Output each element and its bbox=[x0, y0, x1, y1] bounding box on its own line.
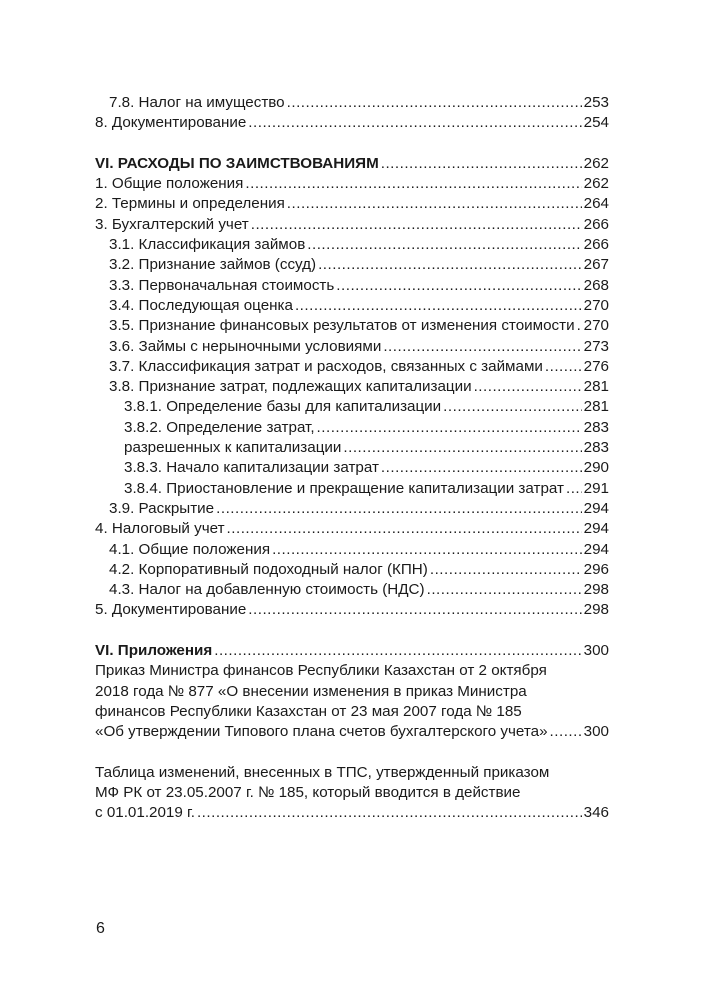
toc-text-line bbox=[95, 702, 609, 722]
toc-page-number: 294 bbox=[583, 499, 609, 517]
toc-entry-title: 3.2. Признание займов (ссуд) bbox=[109, 256, 317, 274]
toc-dot-leader bbox=[336, 276, 581, 296]
toc-page-number: 276 bbox=[583, 357, 609, 375]
toc-entry-title: 3.5. Признание финансовых результатов от изменения стоимости bbox=[109, 317, 575, 335]
toc-dot-leader bbox=[317, 418, 582, 438]
toc-page-number: 270 bbox=[583, 296, 609, 314]
toc-page-number: 266 bbox=[583, 215, 609, 233]
toc-dot-leader bbox=[381, 458, 582, 478]
toc-page-number: 346 bbox=[583, 804, 609, 822]
toc-entry-title: VI. Приложения bbox=[95, 642, 213, 660]
toc-dot-leader bbox=[430, 560, 582, 580]
toc-entry-title: 1. Общие положения bbox=[95, 175, 244, 193]
toc-dot-leader bbox=[287, 194, 582, 214]
toc-dot-leader bbox=[251, 215, 582, 235]
toc-dot-leader bbox=[550, 722, 582, 742]
toc-entry-title: 3.7. Классификация затрат и расходов, связанных с займами bbox=[109, 357, 543, 375]
toc-entry[interactable] bbox=[95, 458, 609, 478]
toc-entry-title: 3.9. Раскрытие bbox=[109, 499, 215, 517]
toc-entry-title: 2018 года № 877 «О внесении изменения в приказ Министра bbox=[95, 682, 527, 700]
toc-entry-title: 4.3. Налог на добавленную стоимость (НДС) bbox=[109, 581, 425, 599]
toc-entry-title: Таблица изменений, внесенных в ТПС, утвержденный приказом bbox=[95, 763, 550, 781]
toc-page-number: 266 bbox=[583, 236, 609, 254]
toc-entry[interactable] bbox=[95, 438, 609, 458]
toc-entry-title: 3.6. Займы с нерыночными условиями bbox=[109, 337, 382, 355]
toc-page-number: 283 bbox=[583, 439, 609, 457]
toc-page-number: 262 bbox=[583, 154, 609, 172]
toc-page-number: 268 bbox=[583, 276, 609, 294]
toc-page-number: 281 bbox=[583, 378, 609, 396]
toc-entry-title: 3.8.4. Приостановление и прекращение капитализации затрат bbox=[124, 479, 564, 497]
toc-entry[interactable] bbox=[95, 418, 609, 438]
toc-entry-title: 3.8. Признание затрат, подлежащих капитализации bbox=[109, 378, 472, 396]
toc-spacer bbox=[95, 134, 609, 154]
toc-entry-title: МФ РК от 23.05.2007 г. № 185, который вводится в действие bbox=[95, 784, 521, 802]
toc-dot-leader bbox=[214, 641, 581, 661]
toc-page-number: 291 bbox=[583, 479, 609, 497]
toc-dot-leader bbox=[216, 499, 582, 519]
toc-dot-leader bbox=[474, 377, 582, 397]
toc-entry[interactable] bbox=[95, 377, 609, 397]
toc-text-line bbox=[95, 763, 609, 783]
toc-entry[interactable] bbox=[95, 154, 609, 174]
toc-entry[interactable] bbox=[95, 600, 609, 620]
toc-dot-leader bbox=[566, 479, 582, 499]
toc-entry[interactable] bbox=[95, 174, 609, 194]
table-of-contents bbox=[95, 93, 609, 824]
toc-page-number: 300 bbox=[583, 723, 609, 741]
toc-page-number: 254 bbox=[583, 114, 609, 132]
toc-text-line bbox=[95, 682, 609, 702]
toc-page-number: 253 bbox=[583, 94, 609, 111]
toc-dot-leader bbox=[318, 255, 582, 275]
toc-text-line bbox=[95, 661, 609, 681]
toc-dot-leader bbox=[343, 438, 581, 458]
toc-entry-title: 3.4. Последующая оценка bbox=[109, 296, 293, 314]
toc-dot-leader bbox=[307, 235, 581, 255]
toc-spacer bbox=[95, 743, 609, 763]
toc-entry-title: 3.3. Первоначальная стоимость bbox=[109, 276, 335, 294]
toc-page-number: 298 bbox=[583, 601, 609, 619]
toc-entry-title: 7.8. Налог на имущество bbox=[109, 94, 285, 111]
toc-page-number: 290 bbox=[583, 459, 609, 477]
toc-page-number: 264 bbox=[583, 195, 609, 213]
toc-entry-title: с 01.01.2019 г. bbox=[95, 804, 195, 822]
toc-entry[interactable] bbox=[95, 580, 609, 600]
page-number: 6 bbox=[96, 920, 105, 937]
toc-page-number: 294 bbox=[583, 540, 609, 558]
toc-dot-leader bbox=[227, 519, 582, 539]
toc-page-number: 294 bbox=[583, 520, 609, 538]
toc-text-line bbox=[95, 783, 609, 803]
toc-entry[interactable] bbox=[95, 397, 609, 417]
toc-dot-leader bbox=[383, 337, 581, 357]
toc-entry-title: 3.8.3. Начало капитализации затрат bbox=[124, 459, 379, 477]
toc-dot-leader bbox=[245, 174, 581, 194]
toc-entry-title: 4.1. Общие положения bbox=[109, 540, 271, 558]
toc-entry-title: 5. Документирование bbox=[95, 601, 247, 619]
toc-entry[interactable] bbox=[95, 276, 609, 296]
toc-entry[interactable] bbox=[95, 194, 609, 214]
toc-page-number: 300 bbox=[583, 642, 609, 660]
toc-entry-title: «Об утверждении Типового плана счетов бухгалтерского учета» bbox=[95, 723, 548, 741]
toc-entry-title: Приказ Министра финансов Республики Казахстан от 2 октября bbox=[95, 662, 547, 680]
toc-entry[interactable] bbox=[95, 113, 609, 133]
toc-dot-leader bbox=[427, 580, 582, 600]
toc-entry[interactable] bbox=[95, 357, 609, 377]
toc-page-number: 262 bbox=[583, 175, 609, 193]
toc-dot-leader bbox=[248, 600, 581, 620]
toc-dot-leader bbox=[381, 154, 582, 174]
toc-page-number: 298 bbox=[583, 581, 609, 599]
toc-entry[interactable] bbox=[95, 215, 609, 235]
toc-entry[interactable] bbox=[95, 235, 609, 255]
toc-entry[interactable] bbox=[95, 519, 609, 539]
toc-page-number: 283 bbox=[583, 418, 609, 436]
toc-dot-leader bbox=[545, 357, 582, 377]
toc-entry[interactable] bbox=[95, 337, 609, 357]
toc-entry[interactable] bbox=[95, 296, 609, 316]
toc-entry[interactable] bbox=[95, 560, 609, 580]
toc-dot-leader bbox=[197, 803, 582, 823]
toc-entry-title: 4.2. Корпоративный подоходный налог (КПН) bbox=[109, 560, 428, 578]
toc-entry-title: 2. Термины и определения bbox=[95, 195, 285, 213]
toc-entry[interactable] bbox=[95, 255, 609, 275]
toc-entry-title: VI. РАСХОДЫ ПО ЗАИМСТВОВАНИЯМ bbox=[95, 154, 379, 172]
toc-entry-title: 8. Документирование bbox=[95, 114, 247, 132]
toc-entry[interactable] bbox=[95, 93, 609, 113]
toc-page-number: 267 bbox=[583, 256, 609, 274]
toc-entry[interactable] bbox=[95, 641, 609, 661]
toc-entry-title: 3. Бухгалтерский учет bbox=[95, 215, 249, 233]
toc-entry[interactable] bbox=[95, 722, 609, 742]
toc-entry[interactable] bbox=[95, 803, 609, 823]
toc-entry-title: 3.1. Классификация займов bbox=[109, 236, 306, 254]
toc-page-number: 273 bbox=[583, 337, 609, 355]
toc-dot-leader bbox=[287, 93, 582, 113]
toc-entry-title: 3.8.1. Определение базы для капитализации bbox=[124, 398, 442, 416]
toc-dot-leader bbox=[443, 397, 582, 417]
toc-page-number: 281 bbox=[583, 398, 609, 416]
toc-entry[interactable] bbox=[95, 540, 609, 560]
toc-entry[interactable] bbox=[95, 479, 609, 499]
toc-dot-leader bbox=[248, 113, 581, 133]
toc-dot-leader bbox=[295, 296, 582, 316]
toc-entry-title: финансов Республики Казахстан от 23 мая 2007 года № 185 bbox=[95, 702, 522, 720]
toc-entry-title: 4. Налоговый учет bbox=[95, 520, 225, 538]
toc-entry[interactable] bbox=[95, 316, 609, 336]
toc-dot-leader bbox=[272, 540, 582, 560]
toc-entry-title: разрешенных к капитализации bbox=[124, 439, 342, 457]
toc-spacer bbox=[95, 621, 609, 641]
toc-dot-leader bbox=[577, 316, 582, 336]
toc-entry-title: 3.8.2. Определение затрат, bbox=[124, 418, 315, 436]
toc-entry[interactable] bbox=[95, 499, 609, 519]
toc-page-number: 270 bbox=[583, 317, 609, 335]
toc-page-number: 296 bbox=[583, 560, 609, 578]
